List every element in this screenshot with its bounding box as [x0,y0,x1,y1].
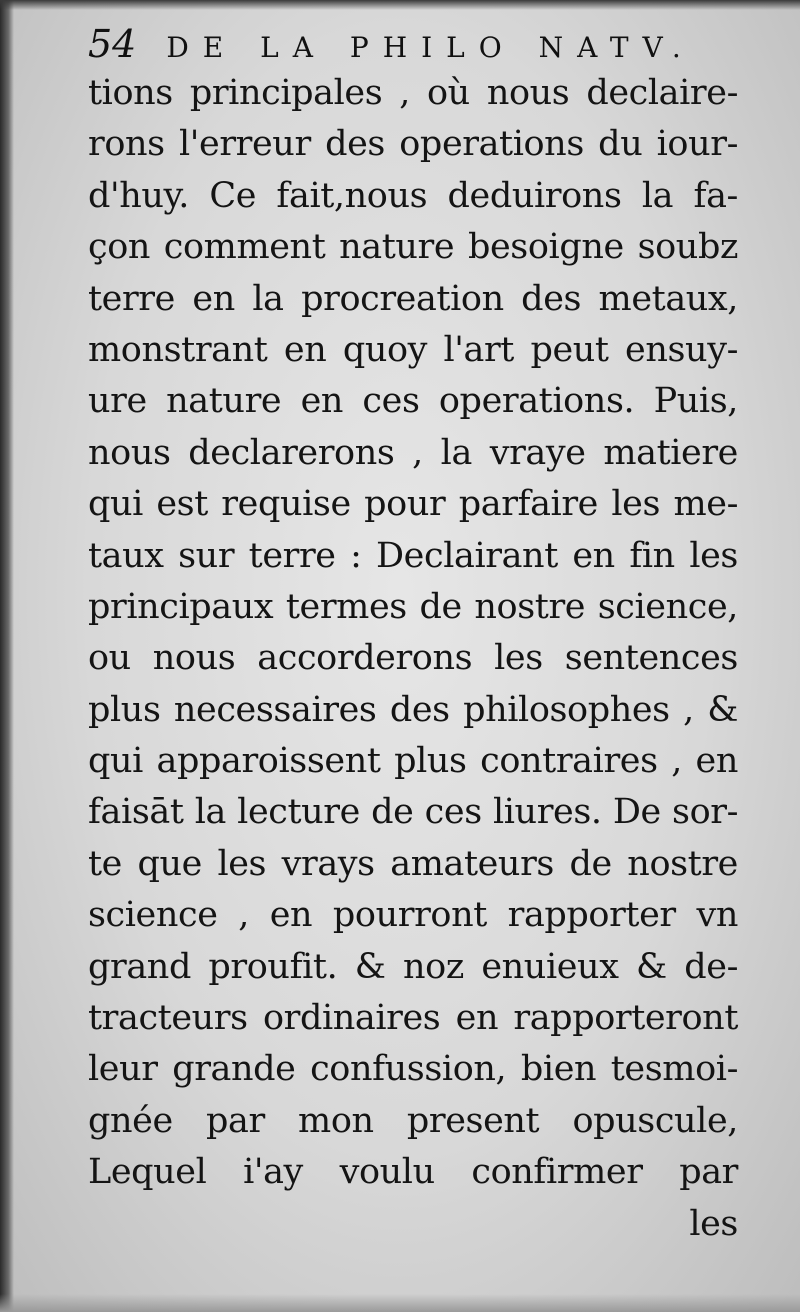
text-line: d'huy. Ce fait,nous deduirons la fa- [88,175,738,216]
body-text [88,68,738,1250]
text-line: çon comment nature besoigne soubz [88,227,738,268]
text-line: leur grande confussion, bien tesmoi- [88,1049,738,1090]
text-line: tracteurs ordinaires en rapporteront [88,998,738,1039]
text-line: gnée par mon present opuscule, [88,1100,738,1141]
text-line: rons l'erreur des operations du iour- [88,124,738,165]
text-line: qui est requise pour parfaire les me- [88,484,738,525]
page-shadow-bottom [0,1294,800,1312]
page-shadow-left [0,0,14,1312]
text-line: nous declarerons , la vraye matiere [88,432,738,473]
text-line: plus necessaires des philosophes , & [88,689,738,730]
text-line: grand proufit. & noz enuieux & de- [88,946,738,987]
text-line: science , en pourront rapporter vn [88,895,738,936]
text-line: tions principales , où nous declaire- [88,73,738,113]
text-line: terre en la procreation des metaux, [88,278,738,319]
text-line: ou nous accorderons les sentences [88,638,738,679]
page-header [88,22,728,66]
text-line: qui apparoissent plus contraires , en [88,741,738,782]
text-line: te que les vrays amateurs de nostre [88,843,738,884]
text-line: Lequel i'ay voulu confirmer par [88,1152,738,1193]
text-line: ure nature en ces operations. Puis, [88,381,738,422]
running-head: DE LA PHILO NATV. [166,31,695,64]
page-shadow-top [0,0,800,10]
catchword: les [689,1203,738,1244]
page-number: 54 [88,22,137,66]
text-line: principaux termes de nostre science, [88,586,738,627]
text-line: faisāt la lecture de ces liures. De sor- [88,792,738,833]
text-line: monstrant en quoy l'art peut ensuy- [88,329,738,370]
text-line: taux sur terre : Declairant en fin les [88,535,738,576]
